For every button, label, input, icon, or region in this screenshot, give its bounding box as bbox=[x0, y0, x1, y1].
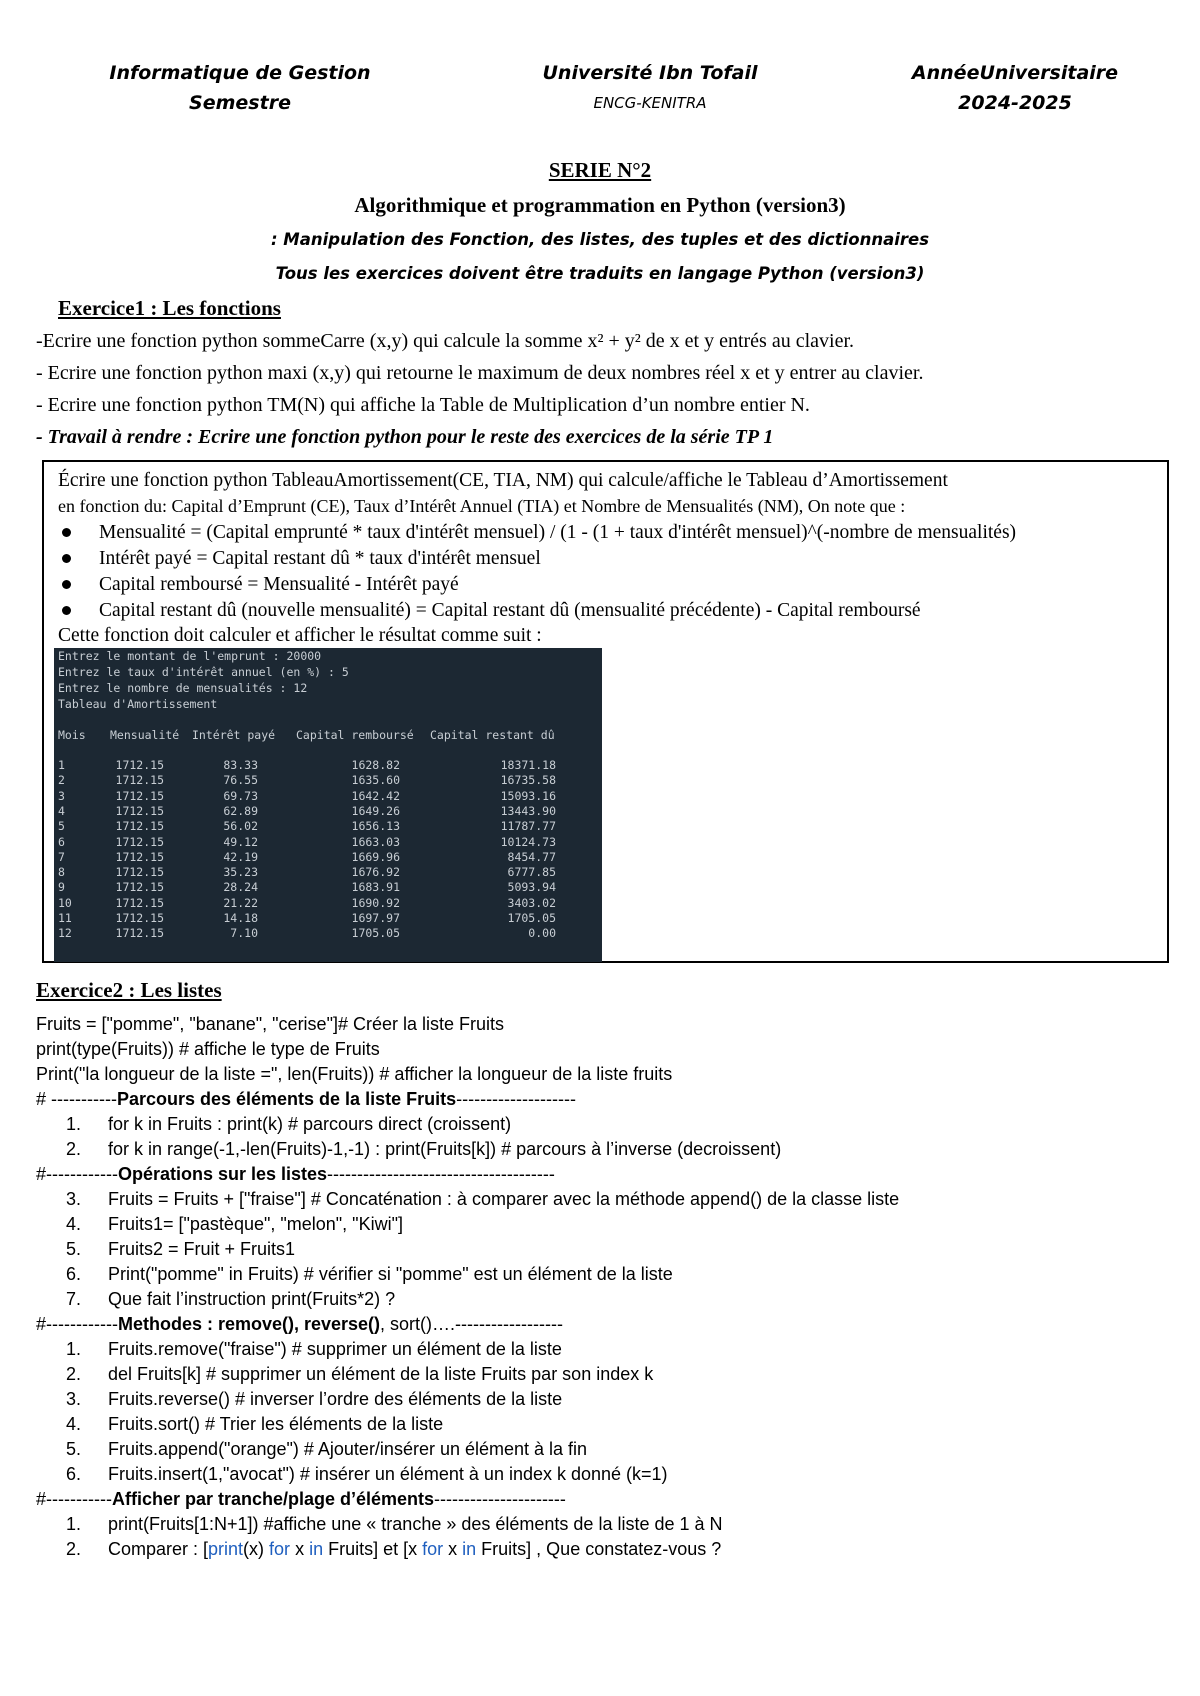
box-bullet bbox=[58, 600, 921, 622]
terminal-cell: 1642.42 bbox=[351, 788, 400, 803]
terminal-column-header: Mensualité bbox=[110, 728, 180, 742]
bullet-dot-icon bbox=[62, 528, 71, 537]
list-item: 7. Que fait l’instruction print(Fruits*2) ? bbox=[66, 1289, 396, 1309]
list-item: 2. Comparer : [print(x) for x in Fruits] et [x for x in Fruits] , Que constatez-vous ? bbox=[66, 1539, 722, 1559]
list-item: 3. Fruits = Fruits + ["fraise"] # Concaténation : à comparer avec la méthode append() de la classe liste bbox=[66, 1189, 900, 1209]
bullet-text: Capital remboursé = Mensualité - Intérêt payé bbox=[99, 574, 459, 595]
bullet-text: Intérêt payé = Capital restant dû * taux d'intérêt mensuel bbox=[99, 548, 541, 569]
terminal-cell: 6 bbox=[58, 834, 65, 849]
terminal-prompt: Entrez le montant de l'emprunt : 20000 bbox=[58, 649, 322, 663]
list-item: 6. Print("pomme" in Fruits) # vérifier si "pomme" est un élément de la liste bbox=[66, 1264, 673, 1284]
terminal-cell: 3 bbox=[58, 788, 65, 803]
list-item: 5. Fruits2 = Fruit + Fruits1 bbox=[66, 1239, 296, 1259]
terminal-cell: 1712.15 bbox=[115, 895, 164, 910]
terminal-cell: 15093.16 bbox=[500, 788, 556, 803]
terminal-cell: 1683.91 bbox=[351, 880, 400, 895]
exercise1-line: - Ecrire une fonction python TM(N) qui affiche la Table de Multiplication d’un nombre entier N. bbox=[36, 394, 810, 416]
bullet-text: Mensualité = (Capital emprunté * taux d'intérêt mensuel) / (1 - (1 + taux d'intérêt mensuel)^(-nombre de mensualités) bbox=[99, 522, 1017, 543]
list-item: 4. Fruits.sort() # Trier les éléments de la liste bbox=[66, 1414, 444, 1434]
terminal-cell: 16735.58 bbox=[500, 773, 556, 788]
exercise2-title: Exercice2 : Les listes bbox=[36, 978, 222, 1002]
list-item: 1. print(Fruits[1:N+1]) #affiche une « tranche » des éléments de la liste de 1 à N bbox=[66, 1514, 723, 1534]
terminal-cell: 1690.92 bbox=[351, 895, 400, 910]
terminal-cell: 14.18 bbox=[223, 911, 258, 925]
list-item: 3. Fruits.reverse() # inverser l’ordre des éléments de la liste bbox=[66, 1389, 563, 1409]
terminal-cell: 1712.15 bbox=[115, 758, 164, 772]
terminal-cell: 1712.15 bbox=[115, 849, 164, 864]
terminal-cell: 1712.15 bbox=[115, 788, 164, 803]
terminal-cell: 8 bbox=[58, 865, 65, 880]
terminal-cell: 1697.97 bbox=[351, 911, 400, 925]
terminal-cell: 28.24 bbox=[223, 880, 258, 895]
terminal-cell: 1676.92 bbox=[351, 865, 400, 880]
terminal-cell: 7 bbox=[58, 849, 65, 864]
terminal-cell: 10124.73 bbox=[500, 834, 556, 849]
header-right bbox=[890, 58, 1140, 118]
instructions-line: Tous les exercices doivent être traduits en langage Python (version3) bbox=[275, 264, 925, 283]
terminal-cell: 5 bbox=[58, 819, 65, 834]
terminal-cell: 10 bbox=[58, 895, 72, 910]
terminal-cell: 1705.05 bbox=[351, 926, 400, 941]
box-intro-2: en fonction du: Capital d’Emprunt (CE), Taux d’Intérêt Annuel (TIA) et Nombre de Mensualités (NM), On note que : bbox=[58, 496, 906, 516]
header-middle bbox=[520, 58, 780, 118]
terminal-cell: 0.00 bbox=[528, 926, 556, 941]
terminal-column-header: Capital remboursé bbox=[296, 728, 414, 742]
terminal-prompt: Tableau d'Amortissement bbox=[58, 697, 218, 711]
bullet-text: Capital restant dû (nouvelle mensualité) = Capital restant dû (mensualité précédente) - Capital remboursé bbox=[99, 600, 921, 621]
exercise2-intro-line: Print("la longueur de la liste =", len(Fruits)) # afficher la longueur de la liste fruits bbox=[36, 1064, 673, 1084]
terminal-cell: 1712.15 bbox=[115, 911, 164, 925]
page-subtitle: Algorithmique et programmation en Python (version3) bbox=[354, 193, 846, 217]
bullet-dot-icon bbox=[62, 580, 71, 589]
terminal-cell: 12 bbox=[58, 926, 72, 941]
terminal-cell: 1649.26 bbox=[351, 803, 400, 818]
terminal-cell: 9 bbox=[58, 880, 65, 895]
terminal-cell: 1656.13 bbox=[351, 819, 400, 834]
header-school: ENCG-KENITRA bbox=[593, 94, 707, 112]
terminal-cell: 49.12 bbox=[223, 834, 258, 849]
terminal-cell: 18371.18 bbox=[500, 758, 556, 772]
terminal-cell: 1628.82 bbox=[351, 758, 400, 772]
terminal-column-header: Intérêt payé bbox=[192, 728, 276, 742]
terminal-cell: 1712.15 bbox=[115, 819, 164, 834]
terminal-column-header: Mois bbox=[58, 728, 86, 742]
terminal-cell: 1712.15 bbox=[115, 773, 164, 788]
box-outro: Cette fonction doit calculer et afficher le résultat comme suit : bbox=[58, 625, 542, 646]
terminal-cell: 6777.85 bbox=[507, 865, 556, 880]
bullet-dot-icon bbox=[62, 606, 71, 615]
terminal-cell: 8454.77 bbox=[507, 849, 556, 864]
page-title: SERIE N°2 bbox=[548, 158, 652, 182]
header-left bbox=[90, 58, 390, 118]
exercise1-deliverable: - Travail à rendre : Ecrire une fonction python pour le reste des exercices de la série TP 1 bbox=[36, 426, 774, 448]
terminal-cell: 62.89 bbox=[223, 803, 258, 818]
terminal-cell: 21.22 bbox=[223, 895, 258, 910]
terminal-cell: 5093.94 bbox=[507, 880, 556, 895]
terminal-cell: 76.55 bbox=[223, 773, 258, 788]
header-semester: Semestre bbox=[189, 92, 291, 114]
terminal-cell: 69.73 bbox=[223, 788, 258, 803]
header-university: Université Ibn Tofail bbox=[542, 62, 758, 84]
terminal-cell: 42.19 bbox=[223, 849, 258, 864]
terminal-cell: 1712.15 bbox=[115, 803, 164, 818]
exercise2-intro-line: Fruits = ["pomme", "banane", "cerise"]# Créer la liste Fruits bbox=[36, 1014, 504, 1034]
header-year-label: AnnéeUniversitaire bbox=[911, 62, 1119, 84]
objectives-text: : Manipulation des Fonction, des listes, des tuples et des dictionnaires bbox=[270, 230, 930, 249]
exercise1-title: Exercice1 : Les fonctions bbox=[58, 296, 281, 320]
terminal-column-header: Capital restant dû bbox=[430, 728, 555, 742]
terminal-cell: 3403.02 bbox=[507, 895, 556, 910]
list-item: 1. Fruits.remove("fraise") # supprimer un élément de la liste bbox=[66, 1339, 562, 1359]
section-header: #-----------Afficher par tranche/plage d’éléments---------------------- bbox=[36, 1489, 566, 1509]
box-intro: Écrire une fonction python TableauAmortissement(CE, TIA, NM) qui calcule/affiche le Tableau d’Amortissement bbox=[58, 470, 948, 491]
terminal-cell: 1712.15 bbox=[115, 865, 164, 880]
terminal-cell: 13443.90 bbox=[500, 803, 556, 818]
list-item: 4. Fruits1= ["pastèque", "melon", "Kiwi"] bbox=[66, 1214, 403, 1234]
section-header: #------------Opérations sur les listes-------------------------------------- bbox=[36, 1164, 555, 1184]
terminal-cell: 1712.15 bbox=[115, 834, 164, 849]
section-header: # -----------Parcours des éléments de la liste Fruits-------------------- bbox=[36, 1089, 576, 1109]
terminal-prompt: Entrez le taux d'intérêt annuel (en %) : 5 bbox=[58, 665, 349, 679]
terminal-cell: 11 bbox=[58, 911, 72, 925]
terminal-cell: 56.02 bbox=[223, 819, 258, 834]
exercise1-line: - Ecrire une fonction python maxi (x,y) qui retourne le maximum de deux nombres réel x et y entrer au clavier. bbox=[36, 362, 924, 384]
terminal-cell: 35.23 bbox=[223, 865, 258, 880]
exercise2-intro-line: print(type(Fruits)) # affiche le type de Fruits bbox=[36, 1039, 380, 1059]
section-header: #------------Methodes : remove(), reverse(), sort()….------------------ bbox=[36, 1314, 563, 1334]
list-item: 1. for k in Fruits : print(k) # parcours direct (croissent) bbox=[66, 1114, 512, 1134]
terminal-prompt: Entrez le nombre de mensualités : 12 bbox=[58, 681, 308, 695]
terminal-cell: 83.33 bbox=[223, 758, 258, 772]
list-item: 2. del Fruits[k] # supprimer un élément de la liste Fruits par son index k bbox=[66, 1364, 654, 1384]
list-item: 6. Fruits.insert(1,"avocat") # insérer un élément à un index k donné (k=1) bbox=[66, 1464, 668, 1484]
terminal-cell: 1705.05 bbox=[507, 911, 556, 925]
terminal-cell: 1712.15 bbox=[115, 880, 164, 895]
terminal-output bbox=[54, 648, 602, 962]
list-item: 2. for k in range(-1,-len(Fruits)-1,-1) : print(Fruits[k]) # parcours à l’inverse (decroissent) bbox=[66, 1139, 782, 1159]
terminal-cell: 2 bbox=[58, 773, 65, 788]
terminal-cell: 7.10 bbox=[230, 926, 258, 941]
terminal-cell: 1669.96 bbox=[351, 849, 400, 864]
terminal-cell: 1712.15 bbox=[115, 926, 164, 941]
header-department: Informatique de Gestion bbox=[109, 62, 371, 84]
box-bullet bbox=[58, 522, 1016, 544]
exercise1-line: -Ecrire une fonction python sommeCarre (x,y) qui calcule la somme x² + y² de x et y entrés au clavier. bbox=[36, 330, 854, 352]
header-year: 2024-2025 bbox=[958, 92, 1072, 114]
list-item: 5. Fruits.append("orange") # Ajouter/insérer un élément à la fin bbox=[66, 1439, 588, 1459]
terminal-cell: 11787.77 bbox=[500, 819, 556, 834]
terminal-cell: 1635.60 bbox=[351, 773, 400, 788]
box-bullet bbox=[58, 574, 459, 596]
box-bullet bbox=[58, 548, 541, 570]
terminal-cell: 1 bbox=[58, 758, 65, 772]
terminal-cell: 4 bbox=[58, 803, 65, 818]
terminal-cell: 1663.03 bbox=[351, 834, 400, 849]
amortization-box bbox=[42, 460, 1169, 963]
bullet-dot-icon bbox=[62, 554, 71, 563]
objectives-line bbox=[0, 230, 1200, 249]
